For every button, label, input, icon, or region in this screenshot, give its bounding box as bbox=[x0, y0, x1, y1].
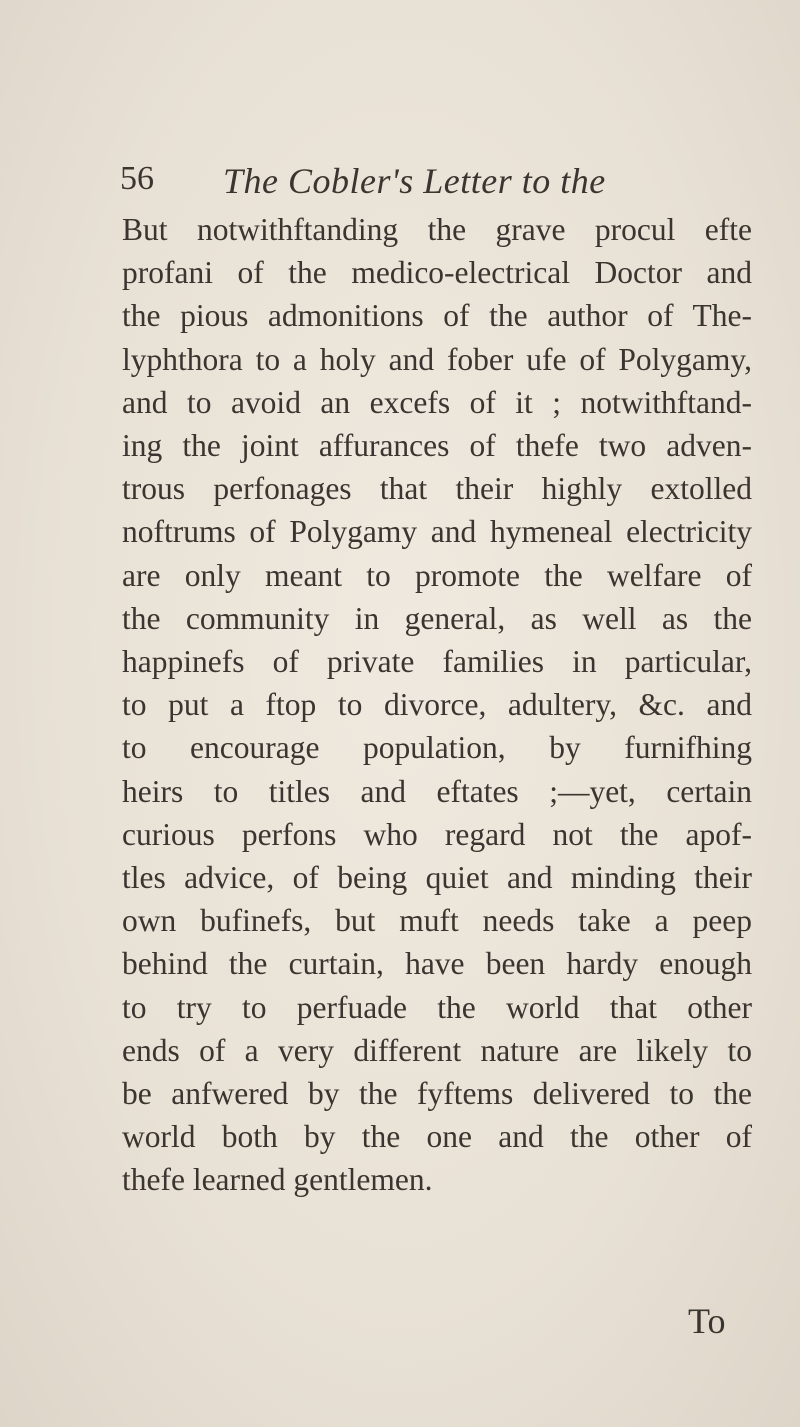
text-line: own bufinefs, but muft needs take a peep bbox=[122, 903, 752, 939]
text-line: and to avoid an excefs of it ; notwithftand- bbox=[122, 384, 752, 420]
text-line: ing the joint affurances of thefe two adven- bbox=[122, 428, 752, 464]
text-line: lyphthora to a holy and fober ufe of Polygamy, bbox=[122, 341, 752, 377]
text-line: trous perfonages that their highly extolled bbox=[122, 471, 752, 507]
text-line: the community in general, as well as the bbox=[122, 600, 752, 636]
page-header bbox=[120, 160, 740, 200]
text-line: be anfwered by the fyftems delivered to the bbox=[122, 1076, 752, 1112]
text-line: heirs to titles and eftates ;—yet, certain bbox=[122, 773, 752, 809]
text-line: happinefs of private families in particular, bbox=[122, 644, 752, 680]
text-line: behind the curtain, have been hardy enough bbox=[122, 946, 752, 982]
running-title: The Cobler's Letter to the bbox=[223, 161, 606, 201]
text-line: world both by the one and the other of bbox=[122, 1119, 752, 1155]
text-line: the pious admonitions of the author of The- bbox=[122, 298, 752, 334]
text-line: are only meant to promote the welfare of bbox=[122, 557, 752, 593]
page-number: 56 bbox=[120, 160, 154, 197]
text-line: tles advice, of being quiet and minding their bbox=[122, 860, 752, 896]
text-line: to try to perfuade the world that other bbox=[122, 989, 752, 1025]
text-line: But notwithftanding the grave procul efte bbox=[122, 212, 752, 247]
catchword: To bbox=[688, 1301, 726, 1341]
text-line: curious perfons who regard not the apof- bbox=[122, 816, 752, 852]
text-line: noftrums of Polygamy and hymeneal electricity bbox=[122, 514, 752, 550]
body-text bbox=[122, 208, 752, 1202]
text-line: to put a ftop to divorce, adultery, &c. and bbox=[122, 687, 752, 723]
text-line-last: thefe learned gentlemen. bbox=[122, 1162, 433, 1198]
text-line: to encourage population, by furnifhing bbox=[122, 730, 752, 766]
text-line: profani of the medico-electrical Doctor and bbox=[122, 255, 752, 291]
text-line: ends of a very different nature are likely to bbox=[122, 1032, 752, 1068]
